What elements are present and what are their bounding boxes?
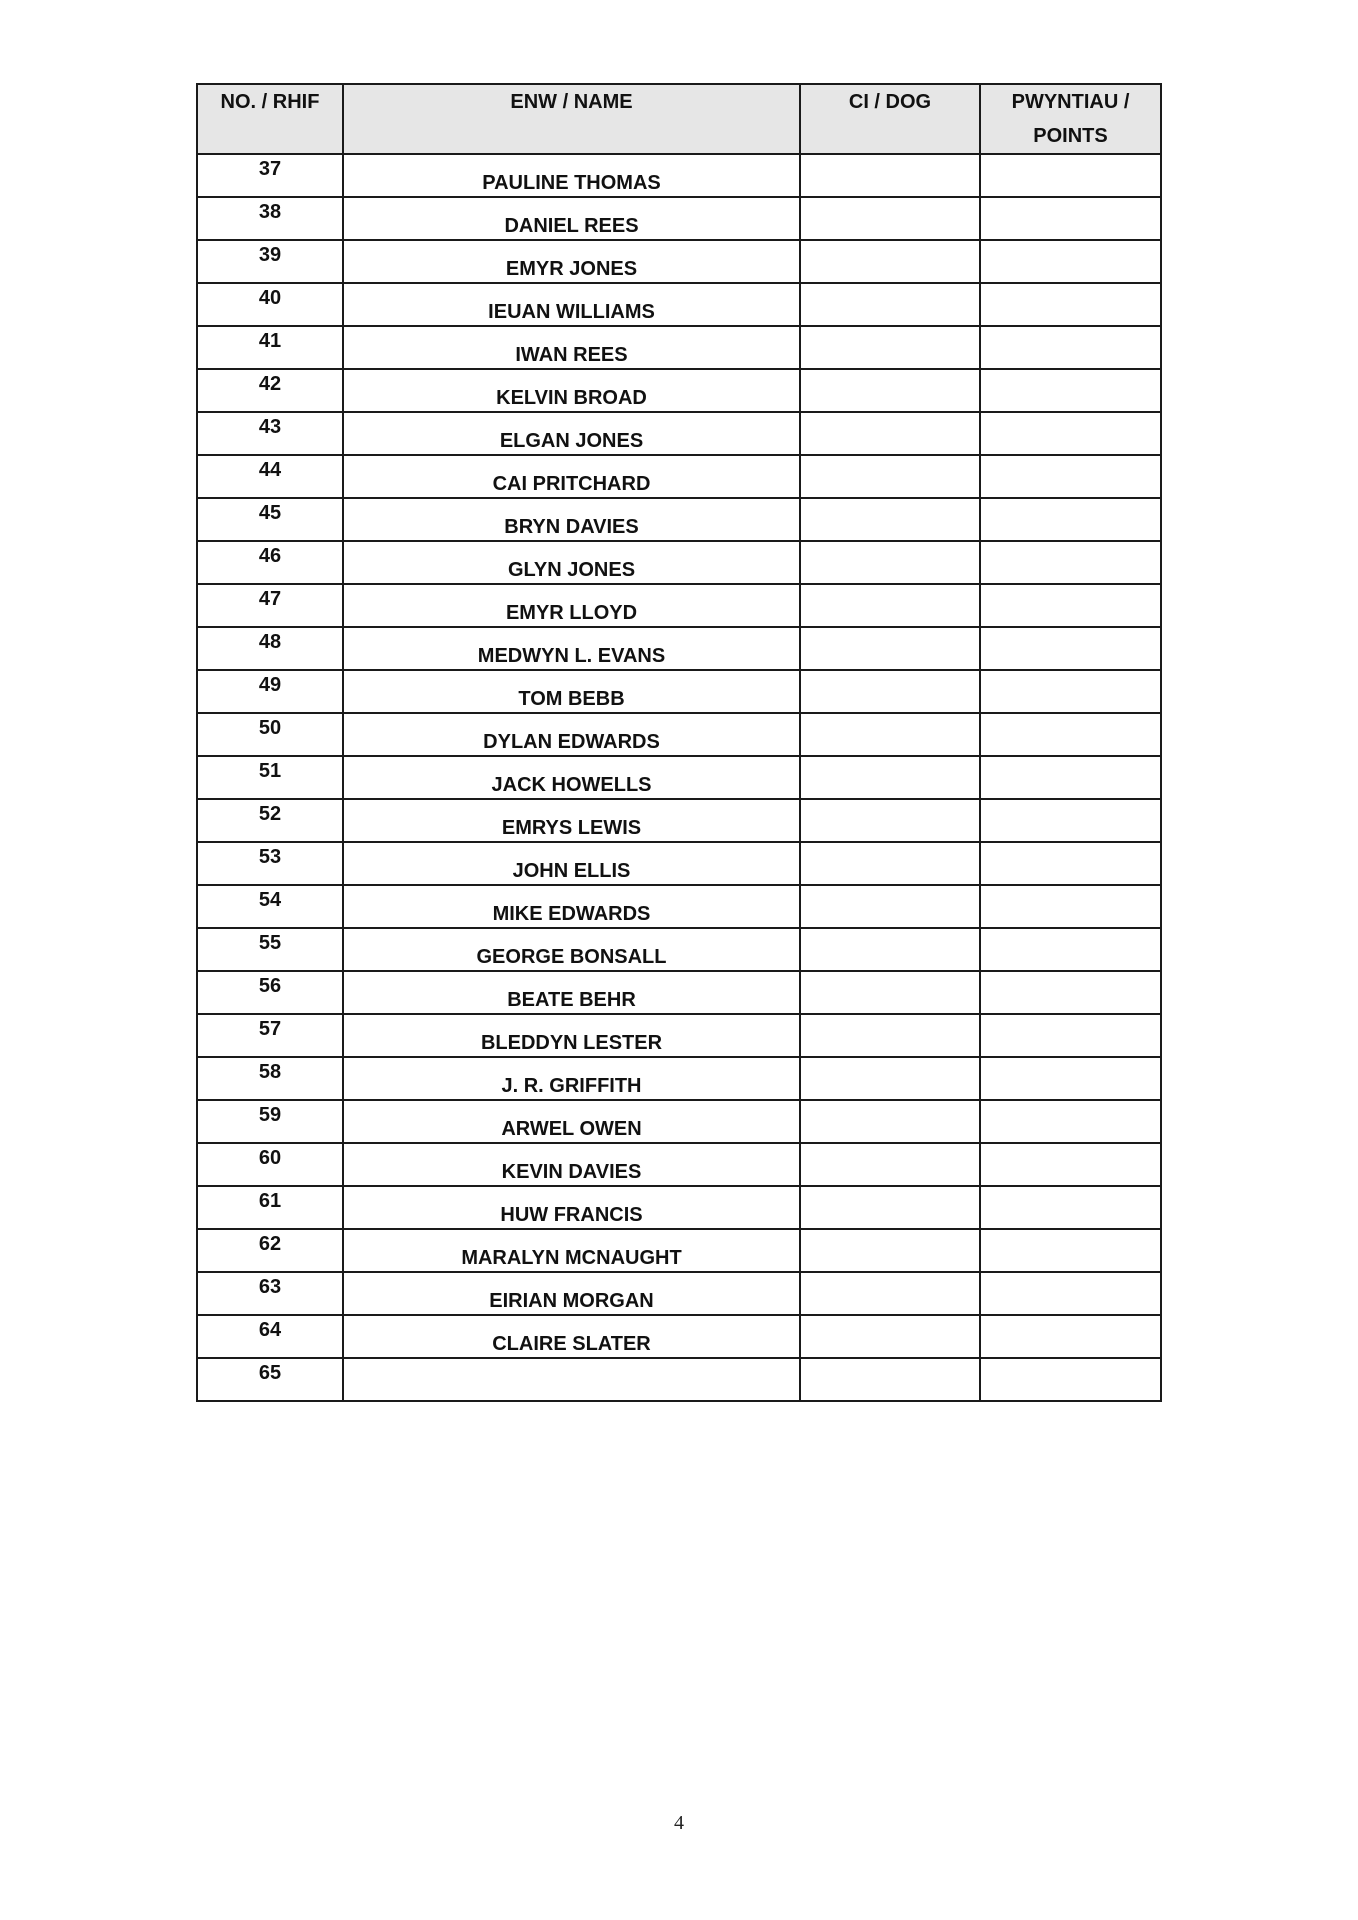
table-row (197, 842, 1161, 885)
cell-number (197, 971, 343, 1014)
entry-name: DANIEL REES (504, 215, 639, 237)
page-number: 4 (674, 1812, 684, 1834)
cell-points (980, 412, 1161, 455)
cell-number (197, 1229, 343, 1272)
cell-dog (800, 498, 980, 541)
table-row (197, 455, 1161, 498)
cell-name (343, 369, 800, 412)
cell-name (343, 498, 800, 541)
cell-name (343, 1229, 800, 1272)
cell-dog (800, 971, 980, 1014)
cell-points (980, 799, 1161, 842)
entry-number: 39 (258, 244, 282, 266)
cell-name (343, 1014, 800, 1057)
entry-name: EIRIAN MORGAN (489, 1290, 654, 1312)
cell-dog (800, 1014, 980, 1057)
cell-dog (800, 240, 980, 283)
table-row (197, 240, 1161, 283)
entry-name: IWAN REES (515, 344, 628, 366)
header-name: ENW / NAME (343, 84, 800, 154)
table-row (197, 1358, 1161, 1401)
cell-dog (800, 412, 980, 455)
cell-number (197, 670, 343, 713)
cell-dog (800, 1229, 980, 1272)
cell-name (343, 627, 800, 670)
entry-name: BRYN DAVIES (504, 516, 639, 538)
cell-points (980, 240, 1161, 283)
entry-number: 60 (258, 1147, 282, 1169)
cell-name (343, 1315, 800, 1358)
cell-name (343, 1057, 800, 1100)
entry-name: PAULINE THOMAS (482, 172, 661, 194)
cell-dog (800, 928, 980, 971)
cell-number (197, 240, 343, 283)
entry-number: 47 (258, 588, 282, 610)
entry-table (196, 83, 1162, 1402)
cell-points (980, 928, 1161, 971)
cell-points (980, 756, 1161, 799)
cell-number (197, 154, 343, 197)
cell-points (980, 971, 1161, 1014)
entry-number: 56 (258, 975, 282, 997)
entry-name: TOM BEBB (518, 688, 625, 710)
cell-dog (800, 885, 980, 928)
entry-name: EMYR JONES (505, 258, 638, 280)
cell-number (197, 1315, 343, 1358)
cell-name (343, 885, 800, 928)
cell-name (343, 1143, 800, 1186)
cell-dog (800, 326, 980, 369)
cell-name (343, 455, 800, 498)
table-row (197, 584, 1161, 627)
table-row (197, 197, 1161, 240)
table-row (197, 1229, 1161, 1272)
entry-name: BLEDDYN LESTER (480, 1032, 663, 1054)
cell-dog (800, 627, 980, 670)
entry-name: HUW FRANCIS (500, 1204, 643, 1226)
cell-number (197, 369, 343, 412)
cell-dog (800, 799, 980, 842)
cell-number (197, 627, 343, 670)
entry-name: ARWEL OWEN (501, 1118, 642, 1140)
entry-name: MARALYN MCNAUGHT (461, 1247, 682, 1269)
entry-number: 54 (258, 889, 282, 911)
table-row (197, 1143, 1161, 1186)
entry-name: JACK HOWELLS (491, 774, 652, 796)
cell-name (343, 197, 800, 240)
entry-name: ELGAN JONES (499, 430, 644, 452)
cell-dog (800, 283, 980, 326)
cell-dog (800, 154, 980, 197)
cell-dog (800, 541, 980, 584)
cell-points (980, 1315, 1161, 1358)
entry-number: 64 (258, 1319, 282, 1341)
cell-name (343, 283, 800, 326)
cell-number (197, 455, 343, 498)
table-row (197, 627, 1161, 670)
entry-number: 63 (258, 1276, 282, 1298)
entry-name: GEORGE BONSALL (476, 946, 667, 968)
entry-number: 51 (258, 760, 282, 782)
entry-name: DYLAN EDWARDS (483, 731, 660, 753)
entry-number: 62 (258, 1233, 282, 1255)
cell-points (980, 369, 1161, 412)
cell-dog (800, 1186, 980, 1229)
cell-name (343, 541, 800, 584)
table-row (197, 1100, 1161, 1143)
cell-number (197, 756, 343, 799)
cell-points (980, 154, 1161, 197)
cell-number (197, 326, 343, 369)
cell-name (343, 842, 800, 885)
table-row (197, 283, 1161, 326)
cell-number (197, 1272, 343, 1315)
entry-name: EMRYS LEWIS (501, 817, 642, 839)
cell-points (980, 627, 1161, 670)
cell-points (980, 1229, 1161, 1272)
cell-number (197, 498, 343, 541)
entry-number: 58 (258, 1061, 282, 1083)
entry-number: 55 (258, 932, 282, 954)
entry-number: 45 (258, 502, 282, 524)
cell-points (980, 455, 1161, 498)
cell-number (197, 842, 343, 885)
cell-dog (800, 756, 980, 799)
table-row (197, 1014, 1161, 1057)
cell-dog (800, 455, 980, 498)
table-row (197, 885, 1161, 928)
entry-number: 42 (258, 373, 282, 395)
entry-name: GLYN JONES (507, 559, 636, 581)
cell-points (980, 584, 1161, 627)
cell-name (343, 240, 800, 283)
cell-points (980, 885, 1161, 928)
cell-name (343, 412, 800, 455)
cell-number (197, 412, 343, 455)
cell-dog (800, 1100, 980, 1143)
entry-name: BEATE BEHR (507, 989, 636, 1011)
cell-name (343, 1358, 800, 1401)
entry-number: 65 (258, 1362, 282, 1384)
table-row (197, 412, 1161, 455)
entry-number: 57 (258, 1018, 282, 1040)
entry-number: 49 (258, 674, 282, 696)
cell-points (980, 1014, 1161, 1057)
entry-name: MIKE EDWARDS (492, 903, 651, 925)
cell-name (343, 584, 800, 627)
entry-number: 41 (258, 330, 282, 352)
cell-name (343, 1100, 800, 1143)
header-dog: CI / DOG (800, 84, 980, 154)
entry-name: JOHN ELLIS (512, 860, 631, 882)
cell-number (197, 799, 343, 842)
cell-name (343, 713, 800, 756)
cell-name (343, 1186, 800, 1229)
cell-dog (800, 1143, 980, 1186)
header-number: NO. / RHIF (197, 84, 343, 154)
table-row (197, 1186, 1161, 1229)
cell-dog (800, 369, 980, 412)
cell-number (197, 1186, 343, 1229)
header-row (197, 84, 1161, 154)
cell-name (343, 799, 800, 842)
entry-name: EMYR LLOYD (505, 602, 638, 624)
entry-name: KELVIN BROAD (496, 387, 647, 409)
cell-dog (800, 584, 980, 627)
cell-points (980, 1186, 1161, 1229)
entry-number: 46 (258, 545, 282, 567)
cell-number (197, 1014, 343, 1057)
cell-name (343, 928, 800, 971)
cell-name (343, 670, 800, 713)
table-row (197, 498, 1161, 541)
entry-number: 38 (258, 201, 282, 223)
cell-number (197, 197, 343, 240)
entry-name: IEUAN WILLIAMS (488, 301, 655, 323)
table-row (197, 1315, 1161, 1358)
cell-number (197, 928, 343, 971)
table-row (197, 971, 1161, 1014)
cell-name (343, 326, 800, 369)
table-body (197, 154, 1161, 1401)
cell-points (980, 541, 1161, 584)
entry-number: 43 (258, 416, 282, 438)
cell-points (980, 1057, 1161, 1100)
cell-points (980, 670, 1161, 713)
table-row (197, 369, 1161, 412)
entry-name: KEVIN DAVIES (501, 1161, 642, 1183)
cell-dog (800, 842, 980, 885)
cell-number (197, 283, 343, 326)
cell-points (980, 197, 1161, 240)
cell-points (980, 1272, 1161, 1315)
table-row (197, 670, 1161, 713)
entry-number: 52 (258, 803, 282, 825)
cell-number (197, 541, 343, 584)
table-row (197, 799, 1161, 842)
cell-dog (800, 1358, 980, 1401)
cell-name (343, 1272, 800, 1315)
cell-points (980, 1100, 1161, 1143)
cell-points (980, 498, 1161, 541)
entry-number: 48 (258, 631, 282, 653)
table-row (197, 326, 1161, 369)
entry-name: CLAIRE SLATER (492, 1333, 651, 1355)
cell-name (343, 756, 800, 799)
cell-number (197, 713, 343, 756)
entry-number: 44 (258, 459, 282, 481)
cell-number (197, 584, 343, 627)
cell-dog (800, 1315, 980, 1358)
cell-number (197, 1143, 343, 1186)
cell-dog (800, 1057, 980, 1100)
cell-points (980, 842, 1161, 885)
entry-name: MEDWYN L. EVANS (477, 645, 666, 667)
table-row (197, 713, 1161, 756)
table-row (197, 541, 1161, 584)
cell-points (980, 1358, 1161, 1401)
table-row (197, 756, 1161, 799)
cell-points (980, 326, 1161, 369)
entry-number: 59 (258, 1104, 282, 1126)
table-row (197, 154, 1161, 197)
entry-number: 40 (258, 287, 282, 309)
cell-points (980, 1143, 1161, 1186)
table-row (197, 928, 1161, 971)
entry-name: CAI PRITCHARD (492, 473, 651, 495)
table-header (197, 84, 1161, 154)
cell-dog (800, 670, 980, 713)
cell-dog (800, 1272, 980, 1315)
entry-name: J. R. GRIFFITH (501, 1075, 642, 1097)
entry-number: 61 (258, 1190, 282, 1212)
cell-number (197, 1100, 343, 1143)
entry-number: 37 (258, 158, 282, 180)
cell-number (197, 1358, 343, 1401)
header-points: PWYNTIAU / POINTS (980, 84, 1161, 154)
entry-number: 50 (258, 717, 282, 739)
table-row (197, 1272, 1161, 1315)
cell-dog (800, 713, 980, 756)
cell-points (980, 283, 1161, 326)
entry-number: 53 (258, 846, 282, 868)
cell-name (343, 154, 800, 197)
cell-points (980, 713, 1161, 756)
cell-number (197, 885, 343, 928)
cell-dog (800, 197, 980, 240)
cell-number (197, 1057, 343, 1100)
cell-name (343, 971, 800, 1014)
table-row (197, 1057, 1161, 1100)
